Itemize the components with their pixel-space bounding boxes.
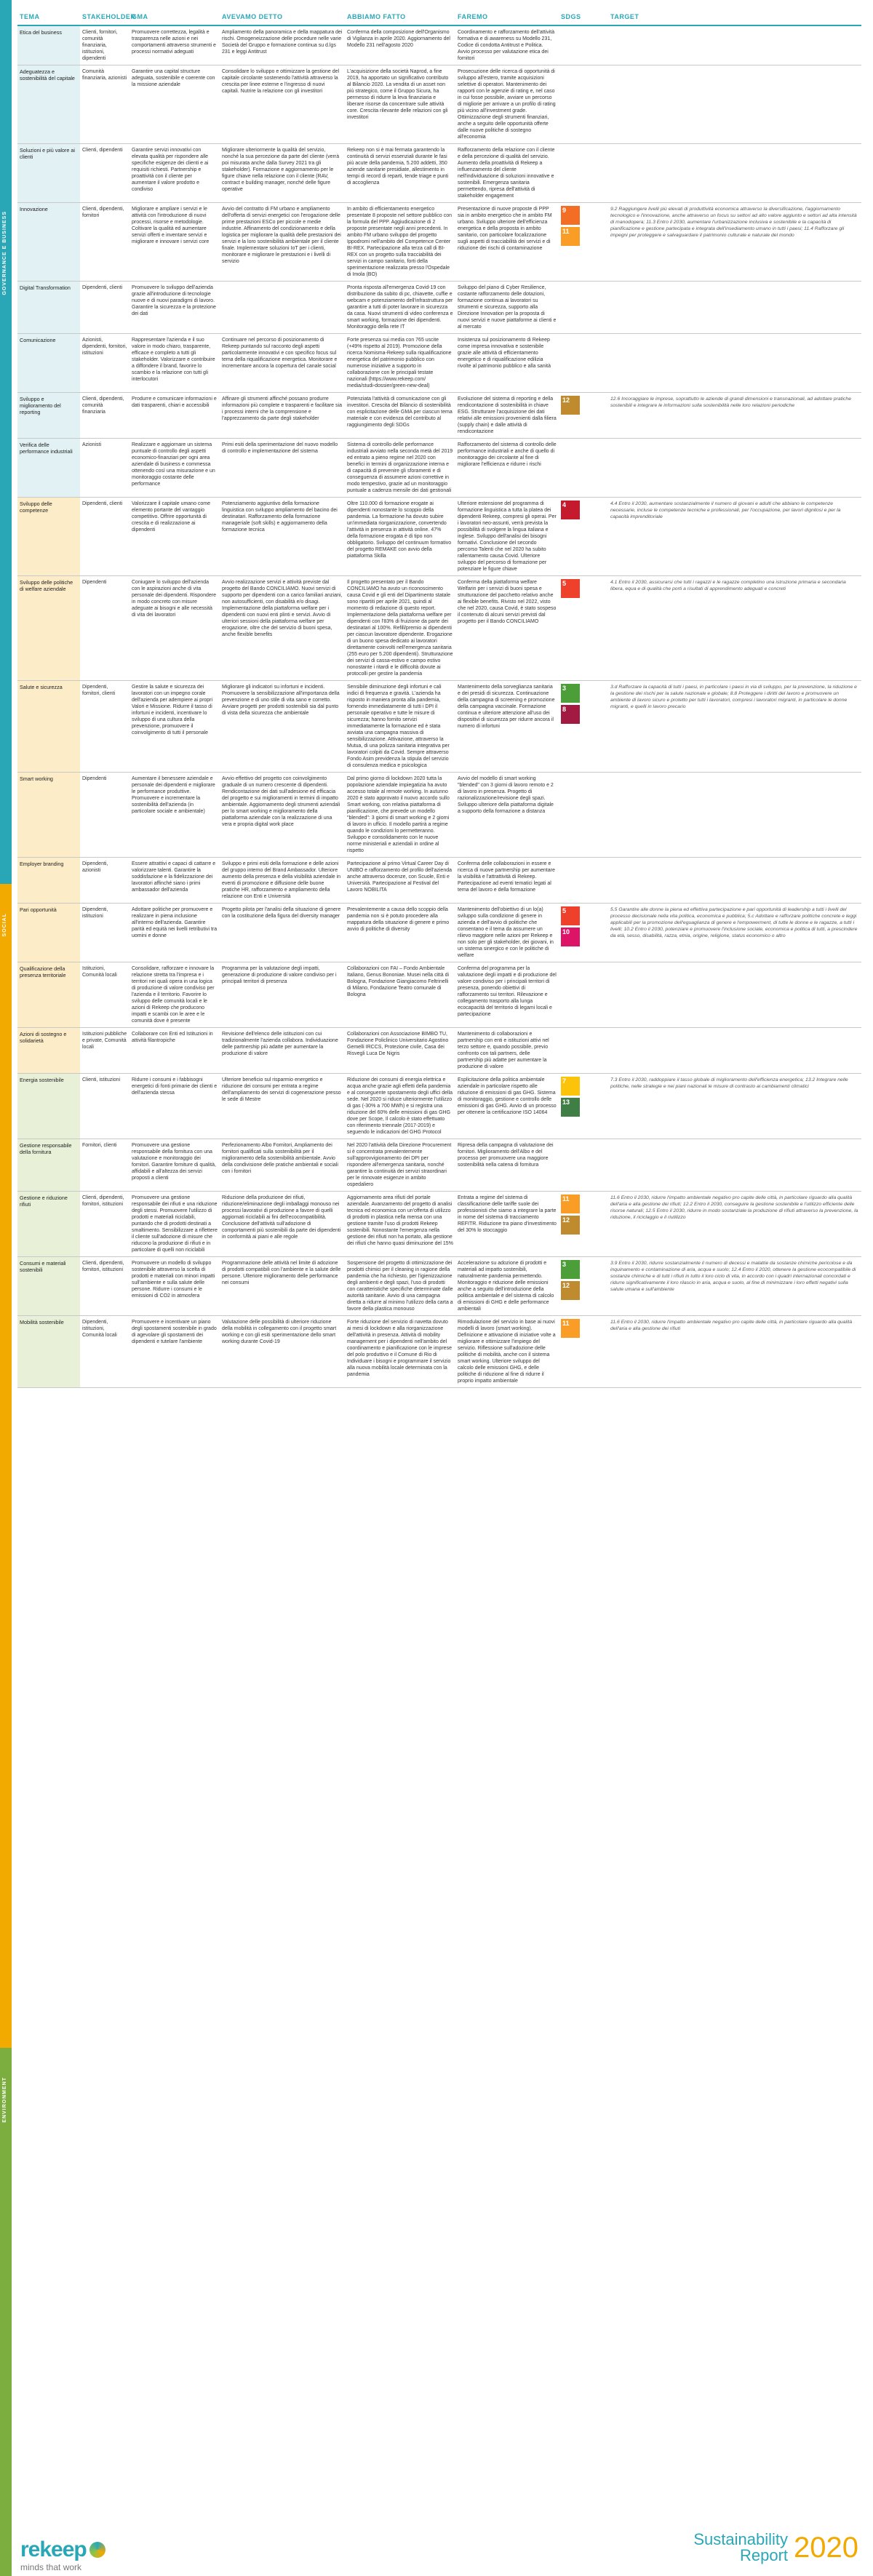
cell-sdgs [559, 282, 608, 333]
sdg-goal-icon: 5 [561, 579, 580, 598]
cell-target [608, 962, 861, 1027]
cell-faremo: Rafforzamento del sistema di controllo delle performance industriali e anche di quello di monitoraggio dei circolante al fine di migliorare l'efficienza e ridurre i rischi [458, 442, 557, 467]
cell-gma: Coniugare lo sviluppo dell'azienda con le aspirazioni anche di vita personale dei dipendenti. Rispondere in modo concreto con misure adeguate ai bisogni e alle necessità di vita dei lavoratori [132, 580, 216, 618]
cell-sdgs [559, 1028, 608, 1073]
cell-gma: Gestire la salute e sicurezza dei lavoratori con un impegno corale dell'azienda per adempiere ai propri Valori e Missione. Ridurre il tasso di infortuni e incidenti, incentivare lo sviluppo di una cultura della prevenzione, promuovere il coinvolgimento di tutti il personale [132, 685, 213, 735]
cell-gma: Promuovere lo sviluppo dell'azienda grazie all'introduzione di tecnologie nuove e di nuovi paradigmi di lavoro. Garantire la sicurezza e la protezione dei dati [132, 285, 216, 316]
cell-tema: Salute e sicurezza [17, 681, 80, 772]
cell-gma: Promuovere una gestione responsabile della fornitura con una valutazione e monitoraggio dei fornitori. Garantire forniture di qualità, affidabili e all'altezza dei servizi proposti a clienti [132, 1143, 216, 1181]
cell-avevamo-detto: Perfezionamento Albo Fornitori, Ampliamento dei fornitori qualificati sulla sostenibilità per il miglioramento della sostenibilità ambientale. Avvio della condivisione delle pratiche ambientali e sociali con i fornitori [222, 1143, 338, 1174]
logo-tagline: minds that work [20, 2562, 82, 2572]
cell-abbiamo-fatto: Collaborazioni con Associazione BIMBO TU, Fondazione Policlinico Universitario Agostino Gemelli IRCCS, Protezione civile, Casa dei Risvegli Luca De Nigris [347, 1032, 449, 1056]
cell-tema: Etica del business [17, 26, 80, 65]
cell-stakeholder: Clienti, dipendenti, fornitori, istituzioni [82, 1261, 124, 1272]
cell-gma: Promuovere e incentivare un piano degli spostamenti sostenibile in grado di agevolare gli spostamenti dei dipendenti e tutelare l'ambiente [132, 1320, 217, 1344]
sdg-goal-icon: 12 [561, 396, 580, 415]
cell-sdgs [559, 498, 608, 575]
logo-wordmark: rekeep [20, 2537, 87, 2561]
table-row [17, 1139, 861, 1192]
table-row [17, 904, 861, 962]
sdg-goal-icon: 11 [561, 227, 580, 246]
cell-tema: Sviluppo delle competenze [17, 498, 80, 575]
cell-avevamo-detto: Consolidare lo sviluppo e ottimizzare la gestione del capitale circolante sostenendo l'attività attraverso la crescita per linee esterne e l'ingresso di nuovi capitali. Nutrire la relazione con gli investitori [222, 69, 340, 94]
cell-avevamo-detto: Progetto pilota per l'analisi della situazione di genere con la costituzione della figura del diversity manager [222, 907, 341, 919]
cell-faremo: Rafforzamento della relazione con il cliente e della percezione di qualità del servizio. Aumento della proattività di Rekeep a influenzamento del cliente nell'individuazione di soluzioni innovative e sostenibili. Emergenza sanitaria permettendo, ripresa dell'attività di stakeholder engagement [458, 148, 555, 199]
cell-avevamo-detto [220, 282, 345, 333]
cell-sdgs [559, 1257, 608, 1315]
cell-sdgs [559, 1192, 608, 1256]
table-row [17, 26, 861, 65]
sdg-goal-icon: 3 [561, 1260, 580, 1279]
cell-faremo: Conferma del programma per la valutazione degli impatti e di produzione del valore condiviso per i principali territori di presenza, ponendo obiettivi di rafforzamento sui territori. Rilevazione e collegamento trasporto alla lunga ecocapacità del territorio di legami locali e partecipazione [458, 966, 557, 1017]
cell-stakeholder: Dipendenti [82, 580, 107, 585]
side-label-governance: GOVERNANCE E BUSINESS [2, 211, 7, 295]
cell-faremo: Presentazione di nuove proposte di PPP sia in ambito energetico che in ambito FM urbano. Sviluppo ulteriore dell'efficienza energetica e della proposta in ambito sanitario, con particolare focalizzazione sugli aspetti di tracciabilità dei servizi e di riduzione dei rischi di contaminazione [458, 207, 552, 251]
cell-stakeholder: Fornitori, clienti [82, 1143, 117, 1148]
cell-target: 12.6 Incoraggiare le imprese, soprattutto le aziende di grandi dimensioni e transnazionali, ad adottare pratiche sostenibili e integrare le informazioni sulla sostenibilità nelle loro relazioni periodiche [610, 396, 851, 408]
report-title: Sustainability [693, 2530, 789, 2548]
cell-tema: Gestione responsabile della fornitura [17, 1139, 80, 1191]
cell-avevamo-detto: Programmazione delle attività nel limite di adozione di prodotti compatibili con l'ambiente e la salute delle persone. Ulteriore miglioramento delle performance nei consumi [222, 1261, 341, 1285]
cell-target [608, 144, 861, 202]
cell-stakeholder: Dipendenti, istituzioni [82, 907, 108, 919]
sdg-goal-icon: 5 [561, 906, 580, 925]
table-row [17, 1028, 861, 1074]
footer [0, 2524, 873, 2576]
cell-stakeholder: Istituzioni pubbliche e private, Comunità locali [82, 1032, 127, 1050]
cell-tema: Innovazione [17, 203, 80, 281]
cell-abbiamo-fatto: Sistema di controllo delle performance industriali avviato nella seconda metà del 2019 ed entrato a pieno regime nel 2020 con benefici in termini di organizzazione interna e di capacità di prevenire gli sforamenti e di conseguenza di assumere azioni correttive in modo tempestivo, grazie ad un monitoraggio puntuale a cadenza mensile dei dati gestionali [347, 442, 453, 493]
cell-gma: Consolidare, rafforzare e innovare la relazione stretta tra l'impresa e i territori nei quali opera in una logica di produzione di valore condiviso per l'azienda e il territorio. Favorire lo sviluppo delle comunità locali e le azioni di Rekeep che producono impatti e scambi con le aree e le comunità dove è presente [132, 966, 215, 1024]
cell-abbiamo-fatto: Prevalentemente a causa dello scoppio della pandemia non si è potuto procedere alla mappatura della situazione di genere e primo avvio di politiche di diversity [347, 907, 450, 932]
cell-faremo: Mantenimento dell'obiettivo di un lo(a) sviluppo sulla condizione di genere in azienda e dell'avvio di politiche che consentano e il tema da assumere un rilievo maggiore nelle azioni per Rekeep e non solo per gli stakeholder, dei giovani, in un sistema sinergico e con le politiche di welfare [458, 907, 554, 958]
header-gma: GMA [132, 13, 148, 20]
table-row [17, 1074, 861, 1139]
cell-stakeholder: Clienti, fornitori, comunità finanziaria, istituzioni, dipendenti [82, 30, 118, 61]
cell-gma: Realizzare e aggiornare un sistema puntuale di controllo degli aspetti economico-finanziari per ogni area aziendale di business e commessa ottenendo così una misurazione e un monitoraggio costante delle performance [132, 442, 215, 487]
cell-stakeholder: Dipendenti, azionisti [82, 861, 108, 873]
cell-sdgs [559, 962, 608, 1027]
header-faremo: FAREMO [458, 13, 488, 20]
cell-tema: Smart working [17, 773, 80, 857]
cell-stakeholder: Clienti, istituzioni [82, 1077, 121, 1082]
cell-gma: Ridurre i consumi e i fabbisogni energetici di fonti primarie dei clienti e dell'azienda stessa [132, 1077, 218, 1096]
cell-target: 4.4 Entro il 2030, aumentare sostanzialmente il numero di giovani e adulti che abbiano le competenze necessarie, incluse le competenze tecniche e professionali, per l'occupazione, per lavori dignitosi e per la capacità imprenditoriale [610, 501, 841, 519]
sdg-goal-icon: 10 [561, 928, 580, 946]
cell-faremo: Rimodulazione del servizio in base ai nuovi modelli di lavoro (smart working). Definizione e attivazione di iniziative volte a migliorare e ottimizzare l'impiego del servizio. Riflessione sull'adozione delle politiche di mobilità, anche con il sistema smart working. Ulteriore sviluppo del calcolo delle emissioni GHG, e delle politiche di riduzione al fine di ridurre il proprio impatto ambientale [458, 1320, 556, 1384]
cell-stakeholder: Dipendenti, istituzioni, Comunità locali [82, 1320, 117, 1338]
cell-stakeholder: Clienti, dipendenti, fornitori [82, 207, 124, 218]
cell-sdgs [559, 393, 608, 438]
cell-tema: Digital Transformation [17, 282, 80, 333]
cell-tema: Consumi e materiali sostenibili [17, 1257, 80, 1315]
cell-abbiamo-fatto: Forte presenza sui media con 765 uscite (+49% rispetto al 2019). Promozione della ricerca Nomisma-Rekeep sulla riqualificazione energetica del patrimonio pubblico con numerose iniziative a supporto in collaborazione con le principali testate nazionali (https://www.rekeep.com/ media/studi-dossier/green-new-deal) [347, 338, 452, 388]
cell-stakeholder: Azionisti, dipendenti, fornitori, istituzioni [82, 338, 127, 356]
logo-swirl-icon [89, 2542, 105, 2558]
cell-target [608, 334, 861, 392]
cell-avevamo-detto: Ampliamento della panoramica e della mappatura dei rischi. Omogeneizzazione delle procedure nelle varie Società del Gruppo e formazione continua su d.lgs 231 e leggi Antitrust [222, 30, 343, 55]
header-target: TARGET [610, 13, 639, 20]
cell-avevamo-detto: Migliorare gli indicatori su infortuni e incidenti. Promuovere la sensibilizzazione all'importanza della prevenzione e di uno stile di vita sano e corretto. Avviare progetti per prodotti sostenibili sia dal punto di vista della sicurezza che ambientale [222, 685, 340, 716]
cell-abbiamo-fatto: Forte riduzione del servizio di navetta dovuto ai mesi di lockdown e alla riorganizzazione dell'attività in presenza. Attività di mobility management per i dipendenti nell'ambito del coordinamento e pianificazione con le imprese del polo produttivo e il Comune di Rio di Individuare i bisogni e programmare il servizio alla nuova mobilità locale determinata con la pandemia [347, 1320, 452, 1377]
cell-stakeholder: Dipendenti, clienti [82, 501, 123, 506]
sdg-goal-icon: 12 [561, 1216, 580, 1235]
cell-sdgs [559, 26, 608, 65]
cell-target: 9.2 Raggiungere livelli più elevati di produttività economica attraverso la diversificazione, l'aggiornamento tecnologico e l'innovazione, anche attraverso un focus su settori ad alto valore aggiunto e settori ad alta intensità di manodopera; 11.3 Entro il 2030, aumentare l'urbanizzazione inclusiva e sostenibile e la capacità di pianificazione e gestione partecipata e integrata dell'insediamento umano in tutti i paesi; 11.4 Rafforzare gli impegni per proteggere e salvaguardare il patrimonio culturale e naturale del mondo [610, 207, 857, 238]
cell-target [608, 65, 861, 143]
table-row [17, 282, 861, 334]
cell-avevamo-detto: Avvio del contratto di FM urbano e ampliamento dell'offerta di servizi energetici con l'erogazione delle prime prestazioni ESCo per piccole e medie industrie. Affinamento del condizionamento e della logistica per migliorare la qualità delle prestazioni dei servizi e la loro sostenibilità ambientale per il cliente finale. Implementare soluzioni IoT per i clienti, monitorare e migliorare le prestazioni e i livelli di servizio [222, 207, 341, 264]
cell-abbiamo-fatto: Sospensione del progetto di ottimizzazione dei prodotti chimici per il cleaning in ragione della pandemia che ha richiesto, per l'igienizzazione degli ambienti e degli spazi, l'uso di prodotti con caratteristiche specifiche determinate dalle autorità sanitarie. Avvio di una campagna diretta a ridurre al minimo l'utilizzo della carta a favore della plastica monouso [347, 1261, 453, 1312]
cell-abbiamo-fatto: Sensibile diminuzione degli infortuni e cali indici di frequenza e gravità. L'azienda ha risposto in maniera pronta alla pandemia, fornendo immediatamente di tutti i DPI il personale operativo e tutte le misure di sicurezza; hanno fornito servizi immediatamente la formazione ed è stata avviata una campagna massiva di sensibilizzazione. Attivazione, attraverso la Mutua, di una polizza sanitaria integrativa per lavoratori colpiti da Covid. Sempre attraverso Fondo Asim previdenza la stipula del servizio di consulenza medica e psicologica [347, 685, 450, 768]
table-row [17, 144, 861, 203]
cell-gma: Promuovere un modello di sviluppo sostenibile attraverso la scelta di prodotti e materiali con minori impatti sull'ambiente e sulla salute delle persone. Ridurre i consumi e le emissioni di CO2 in atmosfera [132, 1261, 215, 1299]
cell-target: 4.1 Entro il 2030, assicurarsi che tutti i ragazzi e le ragazze completino una istruzione primaria e secondaria libera, equa e di qualità che porti a risultati di apprendimento adeguati e concreti [610, 580, 846, 591]
sdg-goal-icon: 9 [561, 206, 580, 225]
cell-faremo: Conferma della piattaforma welfare Welfarin per i servizi di buoni spesa e strutturazione del pacchetto relativo anche ai flexible benefits. Rivisto nel 2022, visto che nel 2020, causa Covid, è stato sospeso il contenuto di alcuni servizi previsti dal progetto per il Bando CONCILIAMO [458, 580, 557, 624]
sdg-goal-icon: 8 [561, 705, 580, 724]
cell-tema: Pari opportunità [17, 904, 80, 962]
cell-avevamo-detto: Avvio effettivo del progetto con coinvolgimento graduale di un numero crescente di dipendenti. Rendicontazione dei dati sull'adesione ed efficacia del progetto e sui miglioramenti in termini di impatto ambientale. Aggiornamento degli strumenti aziendali per lo smart working e miglioramento della piattaforma aziendale con la realizzazione di una vera e propria digital work place [222, 776, 340, 827]
cell-target: 11.6 Entro il 2030, ridurre l'impatto ambientale negativo pro capite delle città, in particolare riguardo alla qualità dell'aria e alla gestione dei rifiuti; 12.2 Entro il 2030, conseguire la gestione sostenibile e l'utilizzo efficiente delle risorse naturali; 12.5 Entro il 2030, ridurre in modo sostanziale la produzione di rifiuti attraverso la prevenzione, la riduzione, il riciclaggio e il riutilizzo [610, 1195, 858, 1220]
cell-abbiamo-fatto: In ambito di efficientamento energetico presentate 8 proposte nel settore pubblico con la formula del PPP. Aggiudicazione di 2 proposte presentate negli anni precedenti. In ambito FM urbano sviluppo del progetto Ippodromi nell'ambito del Competence Center BI-REX. Partecipazione alla terza call di BI-REX con un progetto sulla tracciabilità dei servizi in campo sanitario, forti della sperimentazione realizzata presso l'Ospedale di Imola (BO) [347, 207, 452, 277]
cell-abbiamo-fatto: Rekeep non si è mai fermata garantendo la continuità di servizi essenziali durante le fasi più acute della pandemia, 5.200 addetti, 350 aziende sanitarie presidiate, allestimento in tempi di record di reparti, tende triage e punti di accoglienza [347, 148, 449, 186]
cell-abbiamo-fatto: Partecipazione al primo Virtual Career Day di UNIBO e rafforzamento del profilo dell'azienda anche attraverso docenze, con Scuole, Enti e Università. Partecipazione al Festival del Lavoro NOBILITA [347, 861, 453, 893]
cell-tema: Sviluppo e miglioramento del reporting [17, 393, 80, 438]
cell-tema: Energia sostenibile [17, 1074, 80, 1139]
cell-faremo: Ripresa della campagna di valutazione dei fornitori. Miglioramento dell'Albo e del processo per promuovere una maggiore sostenibilità nella catena di fornitura [458, 1143, 554, 1168]
table-row [17, 962, 861, 1028]
cell-target: 5.5 Garantire alle donne la piena ed effettiva partecipazione e pari opportunità di leadership a tutti i livelli del processo decisionale nella vita politica, economica e pubblica; 5.c Adottare e rafforzare politiche concrete e leggi applicabili per la promozione dell'eguaglianza di genere e l'empowerment, di tutte le donne e le ragazze, a tutti i livelli; 10.2 Entro il 2030, potenziare e promuovere l'inclusione sociale, economica e politica di tutti, a prescindere da età, sesso, disabilità, razza, etnia, origine, religione, status economico o altro [610, 907, 858, 938]
table-row [17, 1316, 861, 1388]
cell-gma: Migliorare e ampliare i servizi e le attività con l'introduzione di nuovi processi, risorse e metodologie. Coltivare la qualità ed aumentare servizi offerti e inventare servizi e migliorare e innovare i servizi core [132, 207, 210, 244]
header-sdgs: SDGS [561, 13, 581, 20]
sdg-goal-icon: 3 [561, 684, 580, 703]
side-label-social: SOCIAL [2, 913, 7, 937]
cell-gma: Produrre e comunicare informazioni e dati trasparenti, chiari e accessibili [132, 396, 217, 408]
cell-target [608, 26, 861, 65]
sdg-goal-icon: 12 [561, 1281, 580, 1300]
cell-sdgs [559, 65, 608, 143]
table-row [17, 393, 861, 439]
cell-target: 11.6 Entro il 2030, ridurre l'impatto ambientale negativo pro capite delle città, in particolare riguardo alla qualità dell'aria e alla gestione dei rifiuti [610, 1320, 853, 1331]
materiality-table [17, 10, 861, 1388]
table-row [17, 1257, 861, 1316]
cell-avevamo-detto: Migliorare ulteriormente la qualità del servizio, nonché la sua percezione da parte del cliente (verrà poi misurata anche dalla Survey 2021 tra gli stakeholder). Formazione e aggiornamento per le figure chiave nella relazione con il cliente (RAV, contract e building manager, nonché delle figure operative [222, 148, 340, 192]
table-row [17, 498, 861, 576]
cell-stakeholder: Clienti, dipendenti [82, 148, 123, 153]
cell-abbiamo-fatto: Collaborazioni con FAI – Fondo Ambientale Italiano, Genus Bononiae. Musei nella città di Bologna, Fondazione Giangiacomo Feltrinelli di Milano, Fondazione Teatro comunale di Bologna [347, 966, 450, 997]
report-year: 2020 [794, 2532, 858, 2564]
cell-sdgs [559, 681, 608, 772]
cell-tema: Azioni di sostegno e solidarietà [17, 1028, 80, 1073]
cell-sdgs [559, 439, 608, 497]
table-row [17, 65, 861, 144]
side-segment-environment [0, 2048, 12, 2576]
cell-abbiamo-fatto: Pronta risposta all'emergenza Covid-19 con distribuzione da subito di pc, chiavette, cuffie e webcam e potenziamento dell'infrastruttura per garantire a tutti di poter lavorare in sicurezza da casa. Nuovi strumenti di video conferenza e smart working, formazione dei dipendenti. Monitoraggio della rete IT [347, 285, 453, 330]
cell-abbiamo-fatto: Nel 2020 l'attività della Direzione Procurement si è concentrata prevalentemente sull'approvvigionamento dei DPI per rispondere all'emergenza sanitaria, nonché garantire la continuità dei servizi straordinari per le rinnovate esigenze in ambito ospedaliero [347, 1143, 452, 1187]
cell-faremo: Coordinamento e rafforzamento dell'attività formativa e di awareness su Modello 231, Codice di condotta Antitrust e Politica. Avvio processo per valutazione etica dei fornitori [458, 30, 555, 61]
report-subtitle: Report [739, 2546, 789, 2564]
cell-avevamo-detto: Riduzione della produzione dei rifiuti, riduzione/eliminazione degli imballaggi monouso nei processi lavorativi di produzione a favore di quelli aggiornati riciclabili ai fini dell'ecocompatibilità. Conclusione dell'attività sull'adozione di comportamenti più sostenibili da parte dei dipendenti in conformità ai piani e alle regole [222, 1195, 341, 1240]
cell-sdgs [559, 1316, 608, 1387]
header-tema: TEMA [20, 13, 40, 20]
sdg-goal-icon: 11 [561, 1319, 580, 1338]
cell-avevamo-detto: Programma per la valutazione degli impatti, generazione di produzione di valore condiviso per i principali territori di presenza [222, 966, 337, 984]
sdg-goal-icon: 4 [561, 501, 580, 519]
table-header [17, 10, 861, 26]
cell-tema: Qualificazione della presenza territoriale [17, 962, 80, 1027]
cell-abbiamo-fatto: Conferma della composizione dell'Organismo di Vigilanza in aprile 2020. Aggiornamento del Modello 231 nell'agosto 2020 [347, 30, 450, 48]
cell-sdgs [559, 334, 608, 392]
cell-stakeholder: Dipendenti, fornitori, clienti [82, 685, 116, 696]
side-bar [0, 0, 12, 2576]
cell-tema: Mobilità sostenibile [17, 1316, 80, 1387]
cell-gma: Promuovere una gestione responsabile dei rifiuti e una riduzione degli stessi. Promuovere l'utilizzo di prodotti e materiali riciclabili, puntando che di prodotti destinati a smaltimento. Sensibilizzare a riflettere il cliente sull'adozione di misure che riducono la produzione di rifiuti e in particolare di quelli non riciclabili [132, 1195, 218, 1253]
cell-avevamo-detto: Valutazione delle possibilità di ulteriore riduzione della mobilità in collegamento con il progetto smart working e con gli esiti sperimentazione dello smart working durante Covid-19 [222, 1320, 337, 1344]
cell-abbiamo-fatto: Il progetto presentato per il Bando CONCILIAMO ha avuto un riconoscimento causa Covid e gli enti del Dipartimento statale sono ripartiti per aprile 2021, quindi al momento di redazione di questo report. Implementazione della piattaforma welfare per dipendenti con l'83% di fruizione da parte dei destinatari al 100%. Refill/premio ai dipendenti per ciascun lavoratore dipendente. Erogazione di un buono spesa dedicato ai lavoratori direttamente coinvolti nell'emergenza sanitaria (255 euro per 5.200 dipendenti). Strutturazione dei servizi di cassa-estivo e campo estivo nonostante i ritardi e le difficoltà dovute ai protocolli per gestire la pandemia [347, 580, 453, 677]
cell-sdgs [559, 904, 608, 962]
cell-stakeholder: Dipendenti, clienti [82, 285, 123, 290]
table-row [17, 1192, 861, 1257]
cell-sdgs [559, 858, 608, 903]
cell-abbiamo-fatto: L'acquisizione della società Naprod, a fine 2019, ha apportato un significativo contributo al Bilancio 2020. La vendita di un asset non più strategico, come il Gruppo Sicura, ha permesso di ridurre la leva finanziaria e liberare risorse da concentrare sulle attività core. Crescita rilevante delle relazioni con gli investitori [347, 69, 449, 120]
cell-faremo: Avvio del modello di smart working "blended" con 3 giorni di lavoro remoto e 2 di lavoro in presenza. Progetto di razionalizzazione/revisione degli spazi. Sviluppo ulteriore della piattaforma digitale a supporto della formazione a distanza [458, 776, 554, 814]
cell-abbiamo-fatto: Riduzione dei consumi di energia elettrica e acqua anche grazie agli effetti della pandemia e al conseguente spostamento degli uffici della sede. Nel 2020 si riduce ulteriormente l'utilizzo di gas (-30% a 700 MWh) e si registra una riduzione del 60% delle emissioni di gas GHG dove per Scope, Il calcolo è stato effettuato con riferimento triennale (2017-2019) e seguendo le indicazioni del GHG Protocol [347, 1077, 453, 1135]
cell-tema: Adeguatezza e sostenibilità del capitale [17, 65, 80, 143]
table-row [17, 681, 861, 773]
cell-gma: Collaborare con Enti ed Istituzioni in attività filantropiche [132, 1032, 213, 1043]
cell-avevamo-detto: Primi esiti della sperimentazione del nuovo modello di controllo e implementazione del sistema [222, 442, 338, 454]
cell-avevamo-detto: Affinare gli strumenti affinché possano produrre informazioni più complete e trasparenti e facilitare sia i processi interni che la comprensione e l'apprezzamento da parte degli stakeholder [222, 396, 342, 421]
cell-avevamo-detto: Avvio realizzazione servizi e attività previste dal progetto del Bando CONCILIAMO. Nuovi servizi di supporto per dipendenti con a carico familiari anziani, non autosufficienti, con disabilità e/o disagi. Implementazione della piattaforma welfare per i dipendenti con nuovi enti plinti e servizi. Avvio di ulteriori sessioni della piattaforma welfare per erogazione, oltre che del servizio di buoni spesa, anche flexible benefits [222, 580, 343, 637]
table-row [17, 576, 861, 681]
cell-tema: Verifica delle performance industriali [17, 439, 80, 497]
table-row [17, 334, 861, 393]
cell-gma: Essere attrattivi e capaci di cattarre e valorizzare talenti. Garantire la soddisfazione e la fidelizzazione dei lavoratori affinché siano i primi ambassador dell'azienda [132, 861, 216, 893]
cell-faremo: Evoluzione del sistema di reporting e della rendicontazione di sostenibilità in chiave ESG. Strutturare l'acquisizione dei dati relativi alle emissioni provenienti dalla filiera (supply chain) e dalle attività di rendicontazione [458, 396, 557, 434]
cell-avevamo-detto: Ulteriore beneficio sul risparmio energetico e riduzione dei consumi per entrata a regime dell'ampliamento dei servizi di cogenerazione presso le sede di Mestre [222, 1077, 341, 1102]
cell-target [608, 773, 861, 857]
cell-stakeholder: Istituzioni, Comunità locali [82, 966, 117, 978]
sdg-goal-icon: 11 [561, 1195, 580, 1213]
cell-abbiamo-fatto: Oltre 110.000 di formazione erogate ai dipendenti nonostante lo scoppio della pandemia. La formazione ha dovuto subire un'immediata riorganizzazione, convertendo l'attività in presenza in attività online. 47% della formazione erogata è di tipo non obbligatorio. Sviluppo del continuum formativo del progetto REMAKE con avvio della piattaforma Skilla [347, 501, 452, 559]
cell-tema: Employer branding [17, 858, 80, 903]
cell-sdgs [559, 1139, 608, 1191]
cell-stakeholder: Comunità finanziaria, azionisti [82, 69, 127, 81]
sdg-goal-icon: 7 [561, 1077, 580, 1096]
cell-target [608, 1139, 861, 1191]
cell-sdgs [559, 1074, 608, 1139]
table-row [17, 439, 861, 498]
cell-faremo: Ulteriore estensione del programma di formazione linguistica a tutta la platea dei dipendenti Rekeep, compresi gli operai. Per i lavoratori neo-assunti, verrà prevista la possibilità di svolgere la lingua italiana e inglese. Sviluppo dell'analisi dei bisogni formativi. Conclusione del secondo percorso Talenti che nel 2020 ha subito rallentamento causa Covid. Ulteriore sviluppo del percorso di formazione per potenziare le figure chiave [458, 501, 557, 572]
cell-gma: Promuovere correttezza, legalità e trasparenza nelle azioni e nei comportamenti attraverso strumenti e processi normativi adeguati [132, 30, 216, 55]
cell-target [608, 1028, 861, 1073]
cell-avevamo-detto: Potenziamento aggiuntivo della formazione linguistica con sviluppo ampliamento del bacino dei destinatari. Rafforzamento della formazione manageriale (soft skills) e aggiornamento della formazione tecnica [222, 501, 338, 533]
cell-avevamo-detto: Sviluppo e primi esiti della formazione e delle azioni del gruppo interno del Brand Ambassador. Ulteriore aumento della presenza e della visibilità aziendale in eventi di promozione e diffusione delle buone pratiche HR, rafforzamento e ampliamento della relazione con Enti e Università [222, 861, 341, 899]
cell-tema: Comunicazione [17, 334, 80, 392]
cell-gma: Valorizzare il capitale umano come elemento portante del vantaggio competitivo. Offrire opportunità di crescita e di realizzazione ai dipendenti [132, 501, 211, 533]
cell-faremo: Mantenimento della sorveglianza sanitaria e dei presidi di sicurezza. Continuazione della campagna di screening e promozione della campagna vaccinale. Formazione continua e ulteriore attenzione all'uso dei dispositivi di sicurezza per ridurre ancora il numero di infortuni [458, 685, 555, 729]
cell-sdgs [559, 203, 608, 281]
cell-gma: Garantire servizi innovativi con elevata qualità per rispondere alle specifiche esigenze dei clienti e ai requisiti richiesti. Partnership e proattività con il cliente per aumentare il valore prodotto e condiviso [132, 148, 209, 192]
cell-stakeholder: Clienti, dipendenti, comunità finanziaria [82, 396, 124, 415]
cell-sdgs [559, 773, 608, 857]
cell-stakeholder: Clienti, dipendenti, fornitori, istituzioni [82, 1195, 124, 1207]
cell-abbiamo-fatto: Dal primo giorno di lockdown 2020 tutta la popolazione aziendale impiegatizia ha avuto accesso totale al remote working. In autunno 2020 è stato approvato il nuovo accordo sullo Smart working, con relativa piattaforma di pianificazione, che prevede un modello "blended": 3 giorni di smart working e 2 giorni di lavoro in ufficio. Il modello partirà a regime quando le condizioni lo permetteranno. Sviluppo e consolidamento con le nuove norme ministeriali e aziendali in ordine al rispetto [347, 776, 450, 853]
cell-gma: Garantire una capital structure adeguata, sostenibile e coerente con la missione aziendale [132, 69, 215, 87]
cell-target [608, 858, 861, 903]
cell-faremo: Conferma delle collaborazioni in essere e ricerca di nuove partnership per aumentare la visibilità e l'attrattività di Rekeep. Partecipazione ad eventi tematici legati al tema del lavoro e della formazione [458, 861, 555, 893]
cell-target: 7.3 Entro il 2030, raddoppiare il tasso globale di miglioramento dell'efficienza energetica; 13.2 Integrare nelle politiche, nelle strategie e nei piani nazionali le misure di contrasto ai cambiamenti climatici [610, 1077, 848, 1089]
report-title-block [693, 2532, 858, 2564]
cell-faremo: Mantenimento di collaborazioni e partnership con enti e istituzioni attivi nel terzo settore e, quando possibile, previo confronto con tali partners, delle partnership più adatte per aumentare la produzione di valore [458, 1032, 549, 1069]
cell-avevamo-detto: Revisione dell'elenco delle istituzioni con cui tradizionalmente l'azienda collabora. Individuazione delle partnership più adatte per aumentare la produzione di valore [222, 1032, 338, 1056]
cell-gma: Aumentare il benessere aziendale e personale dei dipendenti e migliorare le performance produttive. Promuovere e incrementare la sostenibilità dell'azienda (in particolare sociale e ambientale) [132, 776, 215, 814]
cell-target: 3.d Rafforzare la capacità di tutti i paesi, in particolare i paesi in via di sviluppo, per la prevenzione, la riduzione e la gestione dei rischi per la salute nazionale e globale; 8.8 Proteggere i diritti del lavoro e promuovere un ambiente di lavoro sicuro e protetto per tutti i lavoratori, compresi i lavoratori migranti, in particolare le donne migranti, e quelli in lavoro precario [610, 685, 857, 709]
table-row [17, 203, 861, 282]
side-label-environment: ENVIRONMENT [2, 2077, 7, 2123]
side-segment-social [0, 884, 12, 2048]
cell-faremo: Sviluppo del piano di Cyber Resilience, costante rafforzamento delle dotazioni, formazione continua ai lavoratori su strumenti e sicurezza, supporto alla Direzione Innovation per la proposta di nuovi servizi e nuove piattaforme ai clienti e al mercato [458, 285, 557, 330]
cell-faremo: Prosecuzione delle ricerca di opportunità di sviluppo all'estero, tramite acquisizioni selettive di operatori. Mantenimento dei rapporti con le agenzie di rating e, nel caso in cui fosse possibile, avviare un percorso di migliorie per arrivare a un profilo di rating più vicino all'investment grade. Ottimizzazione degli strumenti finanziari, anche a seguito delle opportunità offerte dalle nuove politiche di sostegno all'economia [458, 69, 556, 140]
cell-tema: Sviluppo delle politiche di welfare aziendale [17, 576, 80, 680]
table-body [17, 26, 861, 1388]
cell-abbiamo-fatto: Potenziata l'attività di comunicazione con gli investitori. Crescita del Bilancio di sostenibilità con esplicitazione delle GMA per ciascun tema materiale e con evidenza del contributo al raggiungimento degli SDGs [347, 396, 453, 428]
cell-target [608, 439, 861, 497]
cell-stakeholder: Dipendenti [82, 776, 107, 781]
cell-tema: Gestione e riduzione rifiuti [17, 1192, 80, 1256]
cell-abbiamo-fatto: Aggiornamento area rifiuti del portale aziendale. Avanzamento del progetto di analisi tecnica ed economica con un'offerta di utilizzo di prodotti in plastica nella mensa con una gestione tramite l'uso di prodotti Rekeep sostenibili. Nonostante l'emergenza nella gestione dei rifiuti non ha portato, alla gestione dei rifiuti che hanno quasi diminuzione del 15% [347, 1195, 453, 1246]
cell-faremo: Insistenza sul posizionamento di Rekeep come impresa innovativa e sostenibile grazie alle attività di efficientamento energetico e di riqualificazione edilizia rivolte al patrimonio pubblico e alla sanità [458, 338, 551, 369]
cell-sdgs [559, 144, 608, 202]
sdg-goal-icon: 13 [561, 1098, 580, 1117]
cell-avevamo-detto: Continuare nel percorso di posizionamento di Rekeep puntando sul racconto degli aspetti particolarmente innovativi e con specifico focus sul tema della riqualificazione energetica. Monitorare e incrementare ancora la copertura del canale social [222, 338, 338, 369]
cell-tema: Soluzioni e più valore ai clienti [17, 144, 80, 202]
header-avevamo-detto: AVEVAMO DETTO [222, 13, 283, 20]
cell-faremo: Esplicitazione della politica ambientale aziendale in particolare rispetto alle riduzione di emissioni di gas GHG. Sistema di monitoraggio, gestione e controllo delle emissioni di gas GHG. Avvio di un processo per ottenere la certificazione ISO 14064 [458, 1077, 557, 1115]
cell-gma: Adottare politiche per promuovere e realizzare in piena inclusione all'interno dell'azienda. Garantire parità ed equità nei livelli retributivi tra uomini e donne [132, 907, 218, 938]
cell-target: 3.9 Entro il 2030, ridurre sostanzialmente il numero di decessi e malattie da sostanze chimiche pericolose e da inquinamento e contaminazione di aria, acqua e suolo; 12.4 Entro il 2020, ottenere la gestione ecocompatibile di sostanze chimiche e di tutti i rifiuti in tutto il loro ciclo di vita, in accordo con i quadri internazionali concordati e ridurre significativamente il loro rilascio in aria, acqua e suolo, al fine di minimizzare i loro effetti negativi sulla salute umana e sull'ambiente [610, 1261, 856, 1292]
rekeep-logo [20, 2537, 105, 2562]
table-row [17, 773, 861, 858]
cell-stakeholder: Azionisti [82, 442, 102, 447]
side-segment-top [0, 0, 12, 196]
cell-faremo: Entrata a regime del sistema di classificazione delle tariffe suole dei professionisti che siamo a integrare la parte in nome del sistema di tracciamento REFITR. Riduzione tra piano d'investimento del 30% lo stoccaggio [458, 1195, 557, 1233]
cell-gma: Rappresentare l'azienda e il suo valore in modo chiaro, trasparente, efficace e completo a tutti gli stakeholder. Valorizzare e contribuire a diffondere il brand, favorire lo scambio e la relazione con tutti gli interlocutori [132, 338, 215, 382]
header-abbiamo-fatto: ABBIAMO FATTO [347, 13, 406, 20]
cell-sdgs [559, 576, 608, 680]
header-stakeholder: STAKEHOLDER [82, 13, 136, 20]
table-row [17, 858, 861, 904]
cell-faremo: Accelerazione su adozione di prodotti e materiali ad impatto sostenibili, naturalmente pandemia permettendo. Monitoraggio e riduzione delle emissioni anche a seguito dell'introduzione della politica ambientale e del sistema di calcolo di emissioni di GHG e delle performance ambientali [458, 1261, 554, 1312]
cell-target [608, 282, 861, 333]
